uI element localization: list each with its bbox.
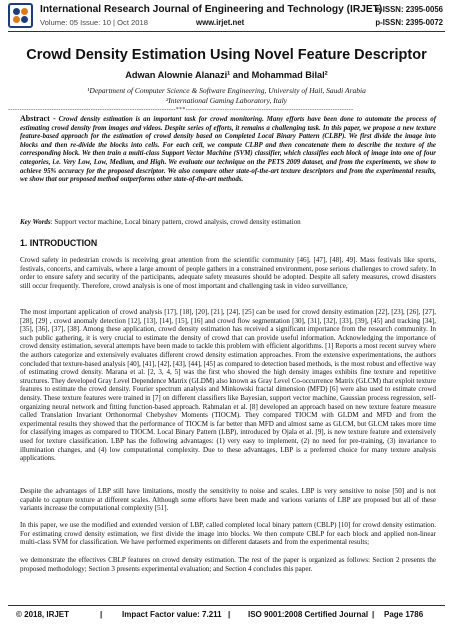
paragraph-1: Crowd safety in pedestrian crowds is receiving great attention from the scientific community [46], [47], [48], 49]. Mass festivals like sports, festivals, concerts, and carnivals, where a large amount of people gathers in a constrained environment, pose serious challenges to crowd safety. In order to ensure safety and security of the participants, adequate safety measures should be adopted. Despite all safety measures, crowd disasters still occur frequently. Therefore, crowd analysis is one of most important and challenging task in video surveillance, [20,256,436,290]
footer-impact-factor: Impact Factor value: 7.211 [122,610,222,619]
journal-header [0,0,453,34]
journal-website[interactable]: www.irjet.net [196,18,245,27]
footer-separator: | [228,610,231,619]
e-issn: e-ISSN: 2395-0056 [375,5,443,14]
header-divider [8,31,445,32]
abstract-text: Crowd density estimation is an important task for crowd monitoring. Many efforts have been done to automate the process of estimating crowd density from images and videos. Despite series of efforts, it remains a challenging task. In this paper, we propose a new texture feature-based approach for the estimation of crowd density based on Completed Local Binary Pattern (CLBP). We first divide the image into blocks and then re-divide the blocks into cells. For each cell, we compute CLBP and then concatenate them to describe the texture of the corresponding block. We then train a multi-class Support Vector Machine (SVM) classifier, which classifies each block of image into one of four categories, i.e. Very Low, Low, Medium, and High. We evaluate our technique on the PETS 2009 dataset, and from the experiments, we show to achieve 95% accuracy for the proposed descriptor. We also compare other state-of-the-art texture descriptors and from the experimental results, we show that our proposed method outperforms other state-of-the-art methods. [20,116,436,184]
affiliation-1: ¹Department of Computer Science & Software Engineering, University of Hail, Saudi Arabia [87,86,366,95]
abstract [20,115,436,185]
section-heading: 1. INTRODUCTION [20,238,98,248]
keywords-label: Key Words [20,218,51,226]
volume-info: Volume: 05 Issue: 10 | Oct 2018 [40,18,148,27]
keywords [20,218,436,227]
paper-title: Crowd Density Estimation Using Novel Feature Descriptor [26,47,427,63]
irjet-logo-icon [8,3,33,28]
abstract-label: Abstract - [20,114,56,123]
p-issn: p-ISSN: 2395-0072 [375,18,443,27]
footer-iso: ISO 9001:2008 Certified Journal [248,610,369,619]
journal-name: International Research Journal of Engineering and Technology (IRJET) [40,4,383,15]
paragraph-4: In this paper, we use the modified and extended version of LBP, called completed local binary pattern (CBLP) [10] for crowd density estimation. For estimating crowd density estimation, we first divide the image into blocks. We then compute CBLP for each block and applied non-linear multi-class SVM for classification. We have performed experiments on different datasets and from the experimental results; [20,521,436,547]
footer-copyright: © 2018, IRJET [16,610,70,619]
footer-separator: | [100,610,103,619]
paragraph-3: Despite the advantages of LBP still have limitations, mostly the sensitivity to noise and scales. LBP is very sensitive to noise [50] and is not capable to capture texture at different scales. Although some efforts have been made and various variants of LBP are proposed but all of these variants increase the computational complexity [51]. [20,487,436,513]
affiliation-2: ²International Gaming Laboratory, Italy [166,96,287,105]
footer-divider [8,605,445,606]
paper-authors: Adwan Alownie Alanazi¹ and Mohammad Bilal² [125,70,328,80]
footer-page-number: Page 1786 [384,610,424,619]
keywords-text: : Support vector machine, Local binary pattern, crowd analysis, crowd density estimation [50,218,301,226]
footer-separator: | [372,610,375,619]
separator-line: -------------------------------------------------------------------------***------------------------------------------------------------------------- [8,107,354,113]
page-footer [0,610,453,624]
paragraph-2: The most important application of crowd analysis [17], [18], [20], [21], [24], [25] can be used for crowd density estimation [22], [23], [26], [27], [28], [29] , crowd anomaly detection [12], [13], [14], [15], [16] and crowd flow segmentation [30], [31], [32], [33], [39], [45] and tracking [34], [35], [36], [37], [38]. Among these application, crowd density estimation has received a significant importance from the research community. In such public gathering, it is very crucial to estimate the density of crowd that can provide useful information. Acknowledging the importance of crowd density estimation, several attempts have been made to tackle this problem with efficient algorithms. [1] Reports a most recent survey where the authors categorize and extensively evaluates different crowd density estimation approaches. From the extensive experimentations, the authors concluded that texture-based analysis [40], [41], [42], [43], [44], [45] as compared to detection based methods, is the most robust and effective way of estimating crowd density. Marana et al. [2, 3, 4, 5] was the first who showed the high density images exhibits fine texture and repetitive structures. They developed Gray Level Dependence Matrix (GLDM) also known as Gray Level Co-occurrence Matrix (GLCM) that exploit texture features to estimate the crowd density. Fourier spectrum analysis and Minkowski fractal dimension (MFD) [6] were also used to estimate crowd density. These texture features were trained in [7] on different classifiers like Bayesian, support vector machine, Gaussian process regression, self-organizing neural network and fitting function-based approach. Rahmalan et al. [8] developed an approach based on new texture feature measure called Translation Invariant Orthonormal Chebyshev Moments (TIOCM). They compared TIOCM with GLDM and MFD and from the experimental results they showed that the performance of TIOCM is far better than MFD and almost same as GLCM, but GLCM takes more time for classifying images as compared to TIOCM. Local Binary Pattern (LBP), introduced by Ojala et al. [9], is new texture feature and extensively used for texture classification. LBP has the following advantages: (1) very easy to implement, (2) no need for pre-training, (3) invariance to illumination changes, and (4) low computational complexity. Due to these advantages, LBP is a preferred choice for many texture analysis applications. [20,308,436,463]
paragraph-5: we demonstrate the effectives CBLP features on crowd density estimation. The rest of the paper is organized as follows: Section 2 presents the proposed methodology; Section 3 presents experimental evaluation; and Section 4 concludes this paper. [20,556,436,573]
